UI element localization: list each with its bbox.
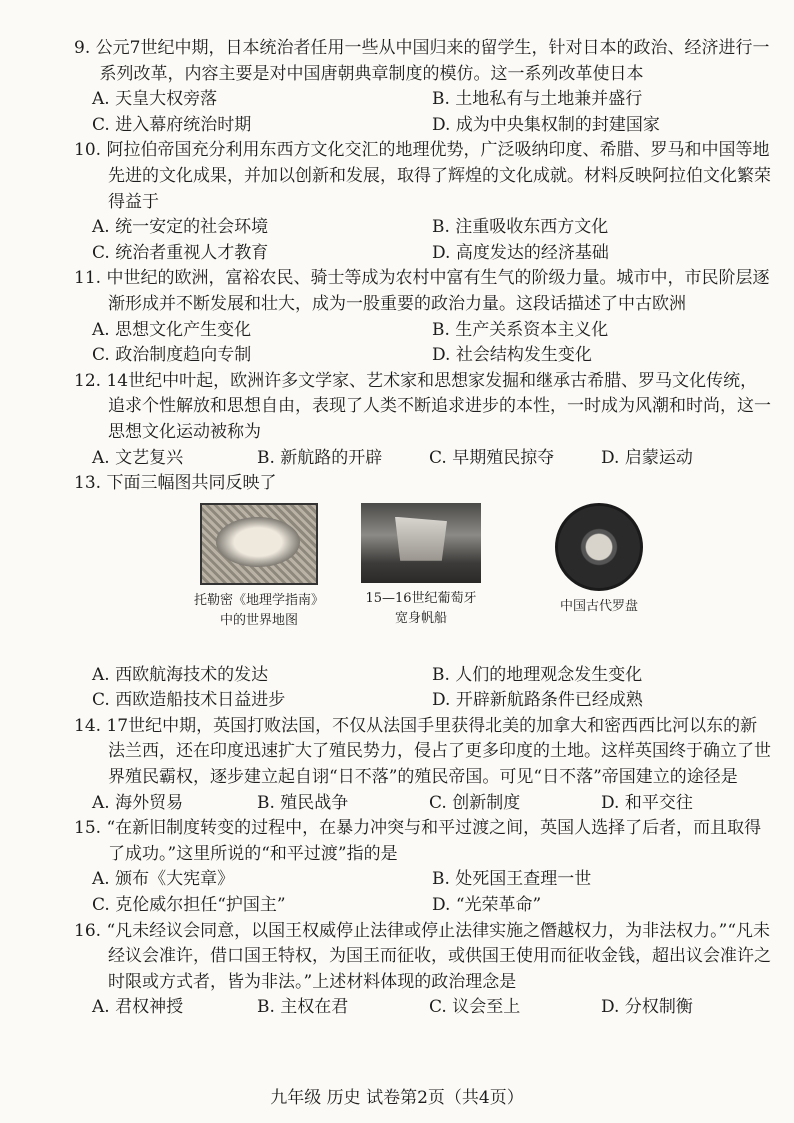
option-a: A. 思想文化产生变化 xyxy=(92,319,252,340)
question-stem: 10. 阿拉伯帝国充分利用东西方文化交汇的地理优势，广泛吸纳印度、希腊、罗马和中国等地先进的文化成果，并加以创新和发展，取得了辉煌的文化成就。材料反映阿拉伯文化繁荣得益于 xyxy=(74,140,771,212)
figure-caption: 中国古代罗盘 xyxy=(559,598,638,614)
question-16 xyxy=(74,919,774,1021)
option-b: B. 注重吸收东西方文化 xyxy=(432,217,609,238)
option-c: C. 进入幕府统治时期 xyxy=(92,114,252,135)
option-d: D. 启蒙运动 xyxy=(601,447,693,468)
question-12 xyxy=(74,369,774,471)
figure-carrack xyxy=(346,503,496,629)
options xyxy=(74,663,774,714)
option-a: A. 君权神授 xyxy=(92,997,184,1018)
question-13 xyxy=(74,471,774,714)
options xyxy=(74,215,774,266)
option-b: B. 主权在君 xyxy=(257,997,349,1018)
figure-compass xyxy=(524,503,674,617)
option-c: C. 政治制度趋向专制 xyxy=(92,345,252,366)
option-c: C. 创新制度 xyxy=(429,792,521,813)
option-b: B. 处死国王查理一世 xyxy=(432,869,592,890)
options xyxy=(74,318,774,369)
option-c: C. 早期殖民掠夺 xyxy=(429,447,555,468)
options xyxy=(74,867,774,918)
figure-caption: 托勒密《地理学指南》 xyxy=(193,592,324,608)
option-d: D. 和平交往 xyxy=(601,792,693,813)
figure-ptolemy-map xyxy=(174,503,344,631)
question-stem: 13. 下面三幅图共同反映了 xyxy=(74,473,277,494)
option-a: A. 海外贸易 xyxy=(92,792,184,813)
option-c: C. 统治者重视人才教育 xyxy=(92,242,269,263)
question-stem: 9. 公元7世纪中期，日本统治者任用一些从中国归来的留学生，针对日本的政治、经济进行一系列改革，内容主要是对中国唐朝典章制度的模仿。这一系列改革使日本 xyxy=(74,38,770,84)
sailing-ship-image xyxy=(361,503,481,583)
option-d: D. 成为中央集权制的封建国家 xyxy=(432,114,660,135)
option-b: B. 土地私有与土地兼并盛行 xyxy=(432,89,643,110)
question-stem: 15. “在新旧制度转变的过程中，在暴力冲突与和平过渡之间，英国人选择了后者，而且取得了成功。”这里所说的“和平过渡”指的是 xyxy=(74,818,762,864)
option-d: D. 社会结构发生变化 xyxy=(432,345,592,366)
question-15 xyxy=(74,816,774,918)
question-stem: 12. 14世纪中叶起，欧洲许多文学家、艺术家和思想家发掘和继承古希腊、罗马文化传统，追求个性解放和思想自由，表现了人类不断追求进步的本性，一时成为风潮和时尚，这一思想文化运动被称为 xyxy=(74,370,771,442)
option-b: B. 生产关系资本主义化 xyxy=(432,319,609,340)
question-stem: 16. “凡未经议会同意，以国王权威停止法律或停止法律实施之僭越权力，为非法权力。”“凡未经议会准许，借口国王特权，为国王而征收，或供国王使用而征收金钱，超出议会准许之时限或方式者，皆为非法。”上述材料体现的政治理念是 xyxy=(74,920,771,992)
question-11 xyxy=(74,266,774,368)
options xyxy=(74,995,774,1021)
option-d: D. 高度发达的经济基础 xyxy=(432,242,609,263)
compass-image xyxy=(555,503,643,591)
figure-row xyxy=(74,503,774,663)
question-stem: 11. 中世纪的欧洲，富裕农民、骑士等成为农村中富有生气的阶级力量。城市中，市民阶层逐渐形成并不断发展和壮大，成为一股重要的政治力量。这段话描述了中古欧洲 xyxy=(74,268,770,314)
option-b: B. 新航路的开辟 xyxy=(257,447,383,468)
exam-page xyxy=(74,36,774,1021)
page-footer: 九年级 历史 试卷第2页（共4页） xyxy=(270,1088,524,1108)
option-b: B. 殖民战争 xyxy=(257,792,349,813)
question-9 xyxy=(74,36,774,138)
option-c: C. 西欧造船技术日益进步 xyxy=(92,690,286,711)
figure-caption: 宽身帆船 xyxy=(394,610,447,626)
option-c: C. 议会至上 xyxy=(429,997,521,1018)
options xyxy=(74,446,774,472)
figure-caption: 中的世界地图 xyxy=(219,612,298,628)
option-a: A. 文艺复兴 xyxy=(92,447,184,468)
option-d: D. 分权制衡 xyxy=(601,997,693,1018)
option-c: C. 克伦威尔担任“护国主” xyxy=(92,895,286,916)
option-b: B. 人们的地理观念发生变化 xyxy=(432,664,643,685)
question-14 xyxy=(74,714,774,816)
figure-caption: 15—16世纪葡萄牙 xyxy=(365,590,477,606)
question-stem: 14. 17世纪中期，英国打败法国，不仅从法国手里获得北美的加拿大和密西西比河以东的新法兰西，还在印度迅速扩大了殖民势力，侵占了更多印度的土地。这样英国终于确立了世界殖民霸权，逐步建立起自诩“日不落”的殖民帝国。可见“日不落”帝国建立的途径是 xyxy=(74,715,771,788)
option-d: D. “光荣革命” xyxy=(432,895,542,916)
option-d: D. 开辟新航路条件已经成熟 xyxy=(432,690,643,711)
options xyxy=(74,791,774,817)
option-a: A. 统一安定的社会环境 xyxy=(92,217,269,238)
world-map-image xyxy=(200,503,318,585)
option-a: A. 西欧航海技术的发达 xyxy=(92,664,269,685)
option-a: A. 天皇大权旁落 xyxy=(92,89,218,110)
option-a: A. 颁布《大宪章》 xyxy=(92,869,235,890)
options xyxy=(74,87,774,138)
question-10 xyxy=(74,138,774,266)
